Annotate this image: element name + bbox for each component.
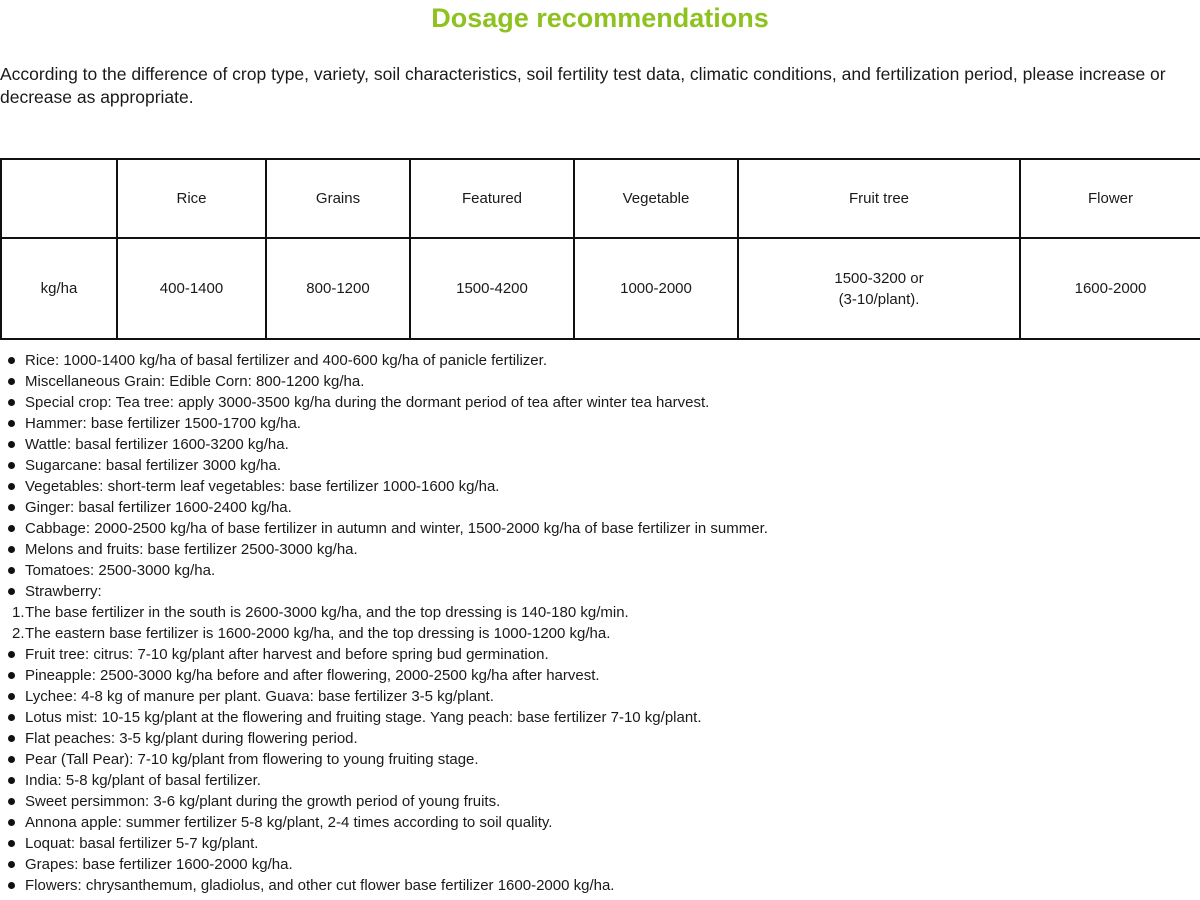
- list-item: [0, 392, 1200, 413]
- list-item-text: The base fertilizer in the south is 2600-3000 kg/ha, and the top dressing is 140-180 kg/min.: [25, 604, 629, 621]
- list-item-text: The eastern base fertilizer is 1600-2000 kg/ha, and the top dressing is 1000-1200 kg/ha.: [25, 625, 611, 642]
- table-header-cell: Vegetable: [574, 159, 738, 238]
- list-item: [0, 623, 1200, 644]
- list-item: [0, 686, 1200, 707]
- list-item-text: Wattle: basal fertilizer 1600-3200 kg/ha.: [25, 436, 289, 453]
- table-header-cell: Featured: [410, 159, 574, 238]
- list-item-text: Flowers: chrysanthemum, gladiolus, and other cut flower base fertilizer 1600-2000 kg/ha.: [25, 877, 615, 894]
- page-title: Dosage recommendations: [431, 3, 769, 33]
- list-item: [0, 602, 1200, 623]
- fruit-tree-extra: (3-10/plant).: [838, 290, 920, 308]
- list-item: [0, 644, 1200, 665]
- list-item: [0, 728, 1200, 749]
- list-item-text: Pineapple: 2500-3000 kg/ha before and after flowering, 2000-2500 kg/ha after harvest.: [25, 667, 600, 684]
- list-item-text: India: 5-8 kg/plant of basal fertilizer.: [25, 772, 261, 789]
- list-item: [0, 539, 1200, 560]
- list-item-text: Fruit tree: citrus: 7-10 kg/plant after harvest and before spring bud germination.: [25, 646, 549, 663]
- table-header-cell: Fruit tree: [738, 159, 1020, 238]
- list-item-text: Miscellaneous Grain: Edible Corn: 800-1200 kg/ha.: [25, 373, 365, 390]
- list-item: [0, 497, 1200, 518]
- list-item-text: Melons and fruits: base fertilizer 2500-3000 kg/ha.: [25, 541, 358, 558]
- list-item-text: Vegetables: short-term leaf vegetables: base fertilizer 1000-1600 kg/ha.: [25, 478, 500, 495]
- list-item-text: Flat peaches: 3-5 kg/plant during flowering period.: [25, 730, 358, 747]
- list-item: [0, 665, 1200, 686]
- list-item-text: Special crop: Tea tree: apply 3000-3500 kg/ha during the dormant period of tea after winter tea harvest.: [25, 394, 710, 411]
- list-item-text: Pear (Tall Pear): 7-10 kg/plant from flowering to young fruiting stage.: [25, 751, 479, 768]
- table-header-cell: [1, 159, 117, 238]
- list-item: [0, 581, 1200, 602]
- notes-list: [0, 350, 1200, 896]
- table-cell: 1600-2000: [1020, 238, 1200, 339]
- list-item: [0, 875, 1200, 896]
- list-item: [0, 518, 1200, 539]
- list-item-text: Ginger: basal fertilizer 1600-2400 kg/ha.: [25, 499, 292, 516]
- list-item: [0, 770, 1200, 791]
- table-header-cell: Rice: [117, 159, 266, 238]
- list-item: [0, 812, 1200, 833]
- intro-paragraph: According to the difference of crop type, variety, soil characteristics, soil fertility test data, climatic conditions, and fertilization period, please increase or decrease as appropriate.: [0, 64, 1166, 107]
- list-number: 1.: [12, 604, 25, 621]
- list-item-text: Annona apple: summer fertilizer 5-8 kg/plant, 2-4 times according to soil quality.: [25, 814, 553, 831]
- list-item-text: Loquat: basal fertilizer 5-7 kg/plant.: [25, 835, 259, 852]
- list-item-text: Lotus mist: 10-15 kg/plant at the flowering and fruiting stage. Yang peach: base fertilizer 7-10 kg/plant.: [25, 709, 702, 726]
- list-item-text: Strawberry:: [25, 583, 102, 600]
- table-cell: 1000-2000: [574, 238, 738, 339]
- table-header-cell: Flower: [1020, 159, 1200, 238]
- list-item-text: Sweet persimmon: 3-6 kg/plant during the growth period of young fruits.: [25, 793, 501, 810]
- list-item: [0, 476, 1200, 497]
- table-header-cell: Grains: [266, 159, 410, 238]
- table-cell: 400-1400: [117, 238, 266, 339]
- table-header-row: [1, 159, 1200, 238]
- list-item-text: Tomatoes: 2500-3000 kg/ha.: [25, 562, 216, 579]
- list-item: [0, 434, 1200, 455]
- list-item-text: Sugarcane: basal fertilizer 3000 kg/ha.: [25, 457, 281, 474]
- list-item-text: Cabbage: 2000-2500 kg/ha of base fertilizer in autumn and winter, 1500-2000 kg/ha of base fertilizer in summer.: [25, 520, 768, 537]
- list-item: [0, 413, 1200, 434]
- table-row: [1, 238, 1200, 339]
- table-cell: 800-1200: [266, 238, 410, 339]
- list-item-text: Rice: 1000-1400 kg/ha of basal fertilizer and 400-600 kg/ha of panicle fertilizer.: [25, 352, 547, 369]
- list-item: [0, 854, 1200, 875]
- list-item-text: Lychee: 4-8 kg of manure per plant. Guava: base fertilizer 3-5 kg/plant.: [25, 688, 494, 705]
- row-label: kg/ha: [1, 238, 117, 339]
- list-item: [0, 560, 1200, 581]
- list-item: [0, 707, 1200, 728]
- list-item: [0, 791, 1200, 812]
- list-item: [0, 350, 1200, 371]
- list-item: [0, 833, 1200, 854]
- list-item-text: Grapes: base fertilizer 1600-2000 kg/ha.: [25, 856, 293, 873]
- list-item: [0, 749, 1200, 770]
- table-cell: 1500-4200: [410, 238, 574, 339]
- list-number: 2.: [12, 625, 25, 642]
- list-item-text: Hammer: base fertilizer 1500-1700 kg/ha.: [25, 415, 301, 432]
- dosage-table: [0, 158, 1200, 340]
- fruit-tree-value: 1500-3200 or: [834, 269, 924, 287]
- list-item: [0, 455, 1200, 476]
- list-item: [0, 371, 1200, 392]
- table-cell-fruit-tree: [738, 238, 1020, 339]
